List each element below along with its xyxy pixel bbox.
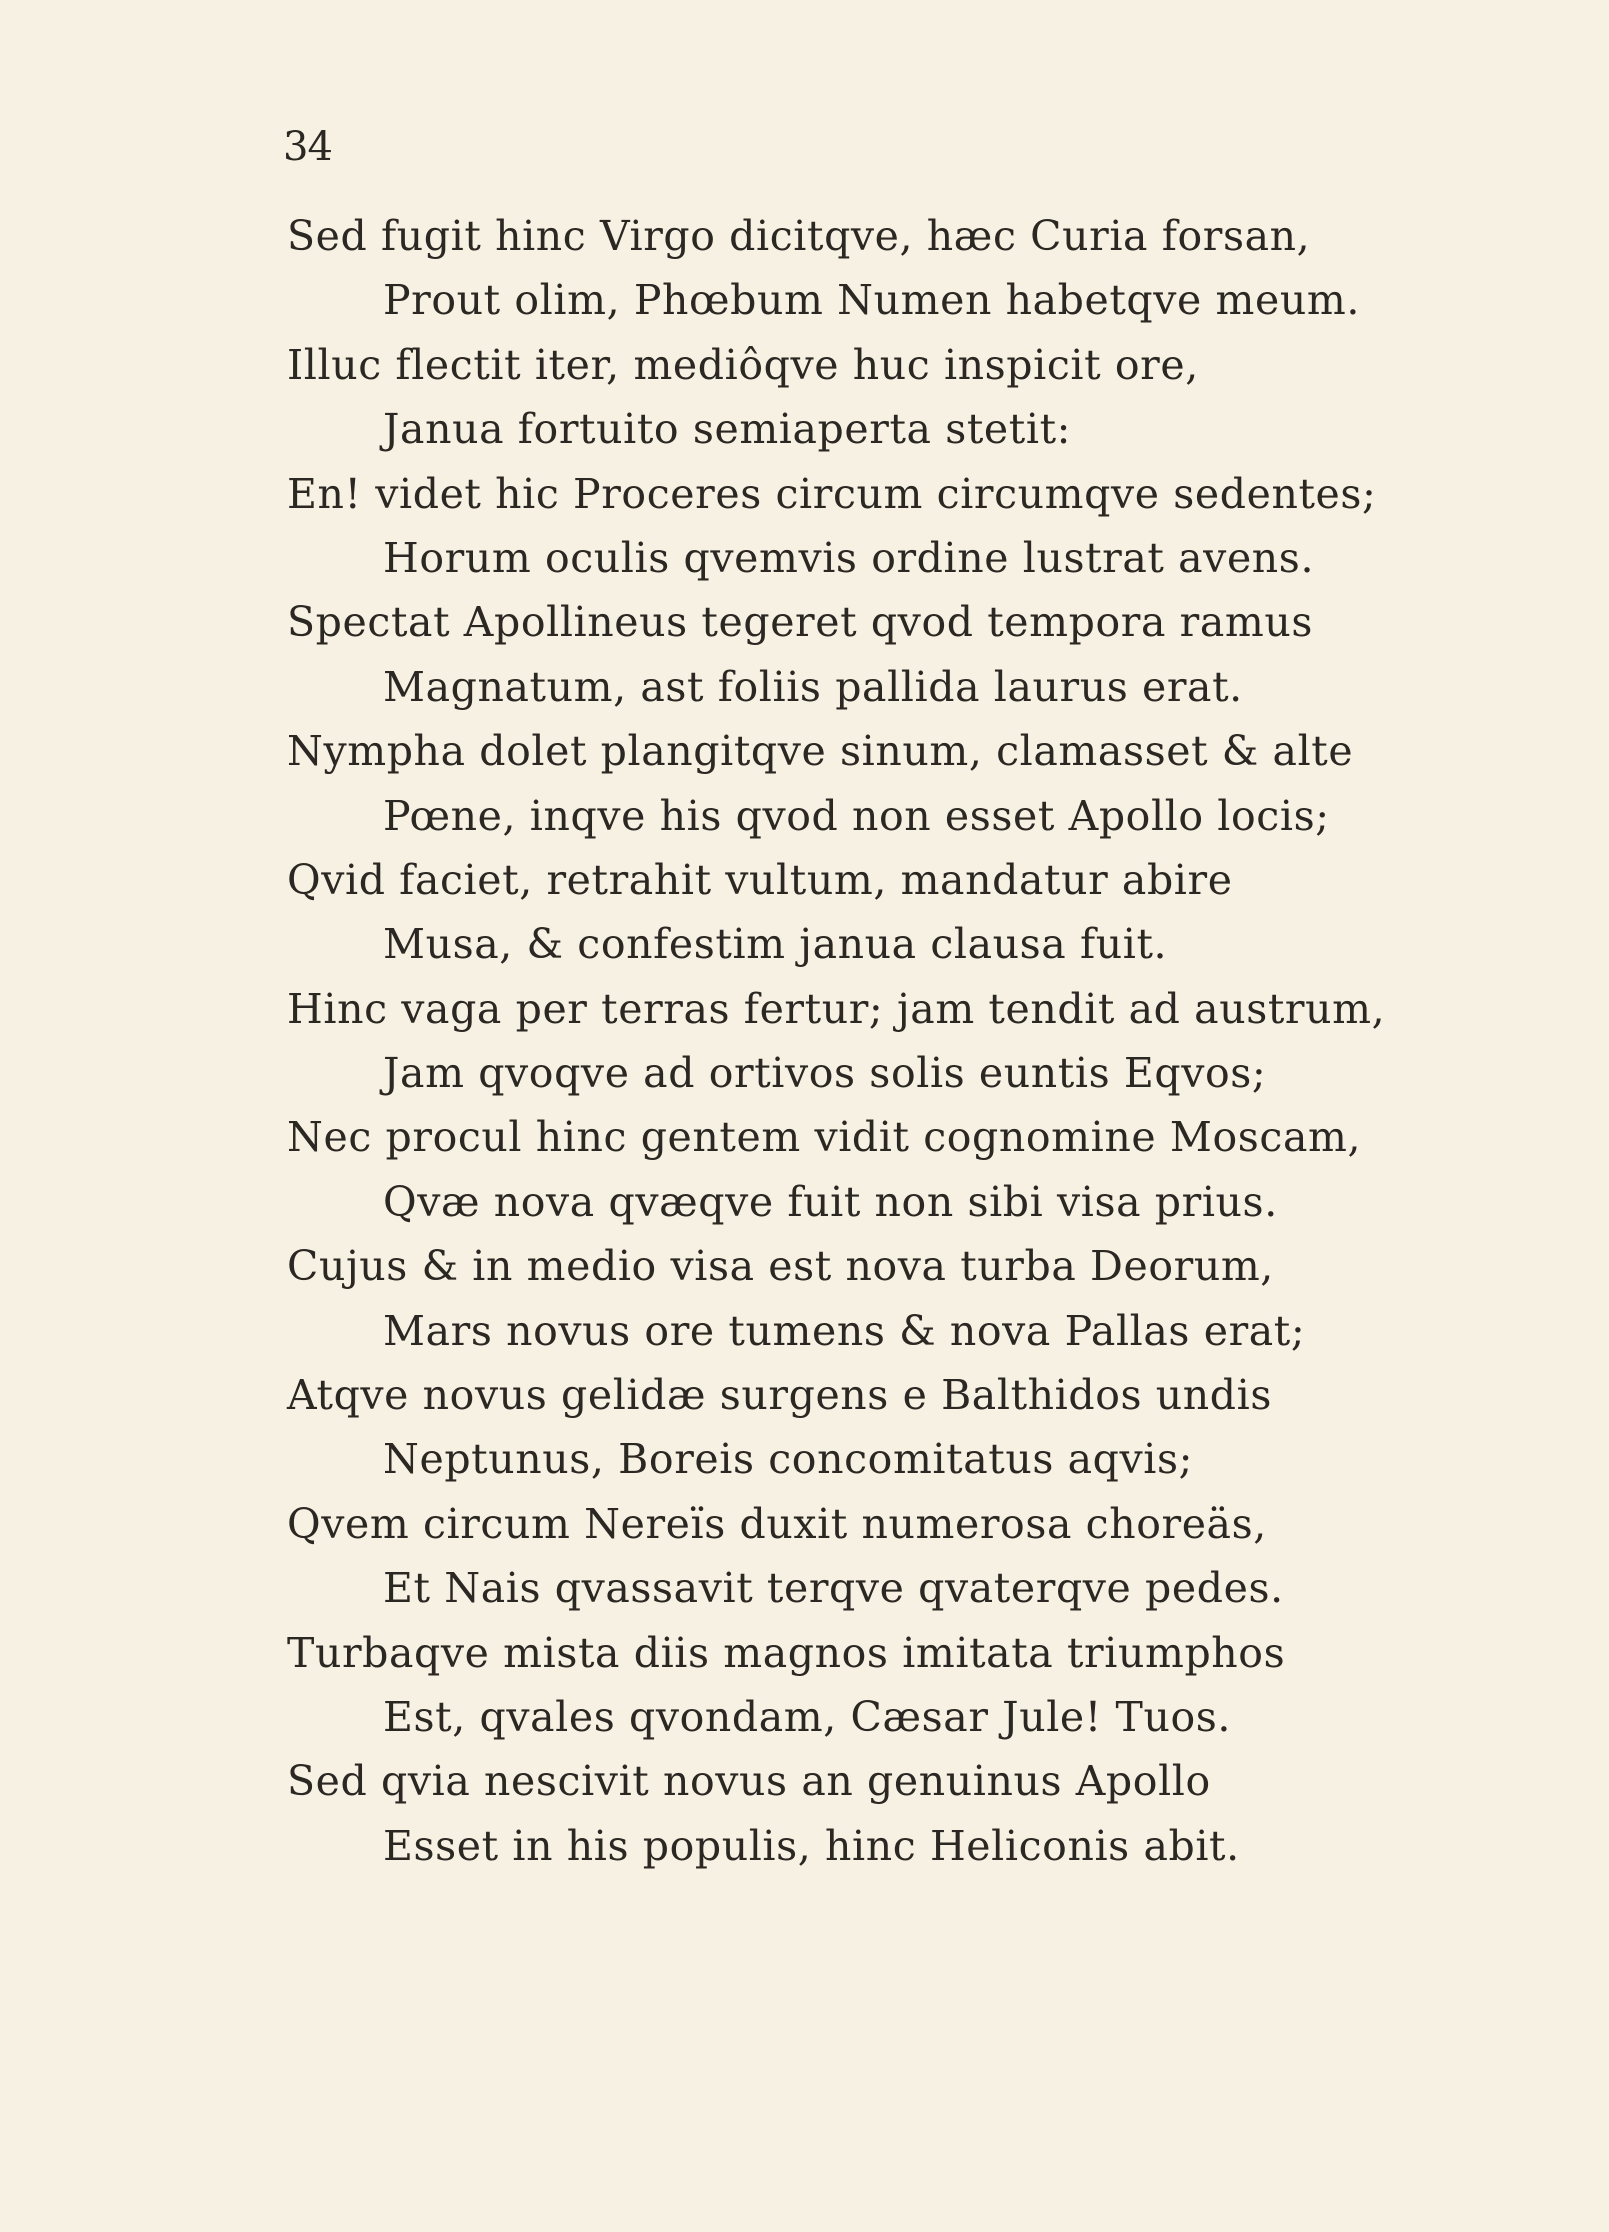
- verse-line-16: Qvæ nova qvæqve fuit non sibi visa prius.: [383, 1177, 1278, 1226]
- verse-line-26: Esset in his populis, hinc Heliconis abit.: [383, 1821, 1240, 1870]
- verse-line-18: Mars novus ore tumens & nova Pallas erat;: [383, 1306, 1306, 1355]
- verse-line-22: Et Nais qvassavit terqve qvaterqve pedes.: [383, 1564, 1284, 1613]
- verse-line-21: Qvem circum Nereïs duxit numerosa choreäs,: [287, 1499, 1267, 1548]
- verse-line-24: Est, qvales qvondam, Cæsar Jule! Tuos.: [383, 1692, 1232, 1741]
- verse-line-10: Pœne, inqve his qvod non esset Apollo locis;: [383, 791, 1330, 840]
- verse-line-6: Horum oculis qvemvis ordine lustrat avens.: [383, 533, 1315, 582]
- verse-line-20: Neptunus, Boreis concomitatus aqvis;: [383, 1435, 1194, 1484]
- verse-line-15: Nec procul hinc gentem vidit cognomine Moscam,: [287, 1113, 1362, 1162]
- verse-line-5: En! videt hic Proceres circum circumqve sedentes;: [287, 469, 1377, 518]
- page-number: 34: [283, 124, 332, 170]
- verse-line-25: Sed qvia nescivit novus an genuinus Apollo: [287, 1757, 1211, 1806]
- verse-line-2: Prout olim, Phœbum Numen habetqve meum.: [383, 276, 1360, 325]
- verse-line-8: Magnatum, ast foliis pallida laurus erat.: [383, 662, 1243, 711]
- verse-line-13: Hinc vaga per terras fertur; jam tendit ad austrum,: [287, 984, 1386, 1033]
- verse-line-19: Atqve novus gelidæ surgens e Balthidos undis: [287, 1371, 1272, 1420]
- verse-line-11: Qvid faciet, retrahit vultum, mandatur abire: [287, 855, 1233, 904]
- verse-line-17: Cujus & in medio visa est nova turba Deorum,: [287, 1242, 1274, 1291]
- verse-line-23: Turbaqve mista diis magnos imitata triumphos: [287, 1628, 1286, 1677]
- verse-line-12: Musa, & confestim janua clausa fuit.: [383, 920, 1168, 969]
- verse-line-7: Spectat Apollineus tegeret qvod tempora ramus: [287, 598, 1313, 647]
- poem: [0, 204, 1609, 1878]
- verse-line-9: Nympha dolet plangitqve sinum, clamasset & alte: [287, 727, 1354, 776]
- verse-line-14: Jam qvoqve ad ortivos solis euntis Eqvos;: [383, 1049, 1267, 1098]
- verse-line-1: Sed fugit hinc Virgo dicitqve, hæc Curia forsan,: [287, 212, 1311, 260]
- verse-line-4: Janua fortuito semiaperta stetit:: [383, 405, 1072, 454]
- verse-line-3: Illuc flectit iter, mediôqve huc inspicit ore,: [287, 340, 1199, 389]
